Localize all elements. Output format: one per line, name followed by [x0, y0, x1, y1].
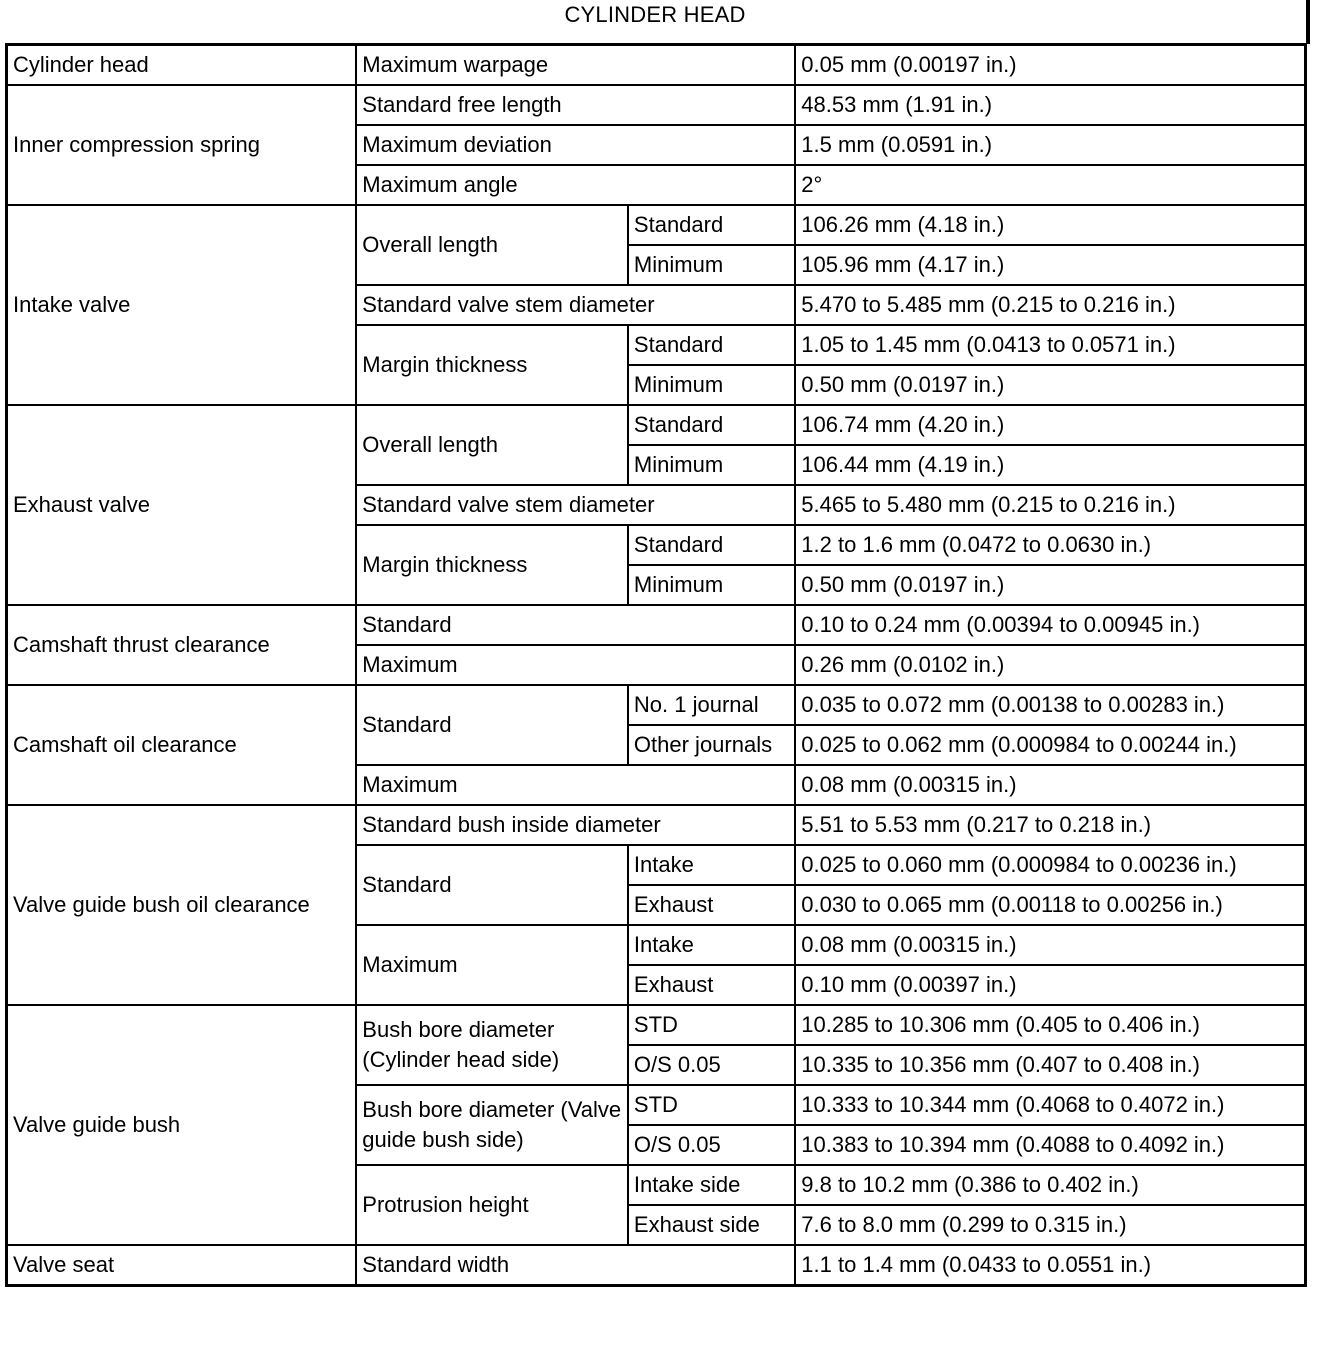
value-cell: 0.035 to 0.072 mm (0.00138 to 0.00283 in.) — [795, 685, 1305, 725]
spec-cell: Maximum — [356, 765, 795, 805]
item-cell: Valve guide bush — [7, 1005, 357, 1245]
condition-cell: Standard — [628, 205, 795, 245]
spec-cell: Margin thickness — [356, 325, 628, 405]
spec-cell: Standard — [356, 605, 795, 645]
condition-cell: Intake side — [628, 1165, 795, 1205]
value-cell: 0.030 to 0.065 mm (0.00118 to 0.00256 in.) — [795, 885, 1305, 925]
value-cell: 5.465 to 5.480 mm (0.215 to 0.216 in.) — [795, 485, 1305, 525]
spec-cell: Maximum warpage — [356, 45, 795, 86]
item-cell: Intake valve — [7, 205, 357, 405]
spec-cell: Standard — [356, 845, 628, 925]
condition-cell: Standard — [628, 405, 795, 445]
spec-cell: Maximum deviation — [356, 125, 795, 165]
item-cell: Valve seat — [7, 1245, 357, 1286]
condition-cell: Intake — [628, 845, 795, 885]
spec-cell: Overall length — [356, 205, 628, 285]
value-cell: 0.08 mm (0.00315 in.) — [795, 925, 1305, 965]
item-cell: Valve guide bush oil clearance — [7, 805, 357, 1005]
value-cell: 0.50 mm (0.0197 in.) — [795, 365, 1305, 405]
value-cell: 1.5 mm (0.0591 in.) — [795, 125, 1305, 165]
spec-cell: Maximum — [356, 645, 795, 685]
spec-cell: Bush bore diameter (Cylinder head side) — [356, 1005, 628, 1085]
condition-cell: O/S 0.05 — [628, 1125, 795, 1165]
spec-cell: Margin thickness — [356, 525, 628, 605]
condition-cell: O/S 0.05 — [628, 1045, 795, 1085]
value-cell: 48.53 mm (1.91 in.) — [795, 85, 1305, 125]
spec-cell: Standard width — [356, 1245, 795, 1286]
value-cell: 0.26 mm (0.0102 in.) — [795, 645, 1305, 685]
item-cell: Camshaft thrust clearance — [7, 605, 357, 685]
table-row — [7, 1245, 1306, 1286]
table-row — [7, 605, 1306, 645]
spec-cell: Overall length — [356, 405, 628, 485]
table-row — [7, 805, 1306, 845]
table-row — [7, 45, 1306, 86]
condition-cell: Minimum — [628, 565, 795, 605]
value-cell: 0.08 mm (0.00315 in.) — [795, 765, 1305, 805]
value-cell: 7.6 to 8.0 mm (0.299 to 0.315 in.) — [795, 1205, 1305, 1245]
value-cell: 5.470 to 5.485 mm (0.215 to 0.216 in.) — [795, 285, 1305, 325]
value-cell: 0.50 mm (0.0197 in.) — [795, 565, 1305, 605]
condition-cell: Exhaust — [628, 965, 795, 1005]
value-cell: 9.8 to 10.2 mm (0.386 to 0.402 in.) — [795, 1165, 1305, 1205]
spec-cell: Bush bore diameter (Valve guide bush side) — [356, 1085, 628, 1165]
value-cell: 10.333 to 10.344 mm (0.4068 to 0.4072 in.) — [795, 1085, 1305, 1125]
condition-cell: STD — [628, 1085, 795, 1125]
table-row — [7, 205, 1306, 245]
table-row — [7, 405, 1306, 445]
value-cell: 0.025 to 0.060 mm (0.000984 to 0.00236 in.) — [795, 845, 1305, 885]
value-cell: 106.26 mm (4.18 in.) — [795, 205, 1305, 245]
value-cell: 0.10 mm (0.00397 in.) — [795, 965, 1305, 1005]
table-row — [7, 1005, 1306, 1045]
value-cell: 1.05 to 1.45 mm (0.0413 to 0.0571 in.) — [795, 325, 1305, 365]
condition-cell: Standard — [628, 525, 795, 565]
condition-cell: Minimum — [628, 245, 795, 285]
spec-cell: Standard valve stem diameter — [356, 485, 795, 525]
condition-cell: Standard — [628, 325, 795, 365]
spec-cell: Maximum angle — [356, 165, 795, 205]
cylinder-head-spec-table — [5, 43, 1307, 1287]
condition-cell: Intake — [628, 925, 795, 965]
item-cell: Inner compression spring — [7, 85, 357, 205]
value-cell: 2° — [795, 165, 1305, 205]
value-cell: 5.51 to 5.53 mm (0.217 to 0.218 in.) — [795, 805, 1305, 845]
value-cell: 10.335 to 10.356 mm (0.407 to 0.408 in.) — [795, 1045, 1305, 1085]
value-cell: 106.74 mm (4.20 in.) — [795, 405, 1305, 445]
right-edge-bar — [1306, 0, 1310, 44]
value-cell: 1.1 to 1.4 mm (0.0433 to 0.0551 in.) — [795, 1245, 1305, 1286]
page-title: CYLINDER HEAD — [564, 2, 746, 27]
item-cell: Cylinder head — [7, 45, 357, 86]
value-cell: 1.2 to 1.6 mm (0.0472 to 0.0630 in.) — [795, 525, 1305, 565]
condition-cell: Exhaust side — [628, 1205, 795, 1245]
condition-cell: Exhaust — [628, 885, 795, 925]
value-cell: 10.285 to 10.306 mm (0.405 to 0.406 in.) — [795, 1005, 1305, 1045]
value-cell: 105.96 mm (4.17 in.) — [795, 245, 1305, 285]
spec-cell: Standard bush inside diameter — [356, 805, 795, 845]
spec-cell: Standard — [356, 685, 628, 765]
condition-cell: STD — [628, 1005, 795, 1045]
value-cell: 0.05 mm (0.00197 in.) — [795, 45, 1305, 86]
condition-cell: Other journals — [628, 725, 795, 765]
value-cell: 10.383 to 10.394 mm (0.4088 to 0.4092 in.) — [795, 1125, 1305, 1165]
value-cell: 106.44 mm (4.19 in.) — [795, 445, 1305, 485]
table-row — [7, 685, 1306, 725]
value-cell: 0.10 to 0.24 mm (0.00394 to 0.00945 in.) — [795, 605, 1305, 645]
condition-cell: Minimum — [628, 445, 795, 485]
spec-cell: Maximum — [356, 925, 628, 1005]
spec-cell: Protrusion height — [356, 1165, 628, 1245]
item-cell: Exhaust valve — [7, 405, 357, 605]
condition-cell: No. 1 journal — [628, 685, 795, 725]
condition-cell: Minimum — [628, 365, 795, 405]
spec-cell: Standard valve stem diameter — [356, 285, 795, 325]
spec-cell: Standard free length — [356, 85, 795, 125]
table-row — [7, 85, 1306, 125]
item-cell: Camshaft oil clearance — [7, 685, 357, 805]
value-cell: 0.025 to 0.062 mm (0.000984 to 0.00244 in.) — [795, 725, 1305, 765]
